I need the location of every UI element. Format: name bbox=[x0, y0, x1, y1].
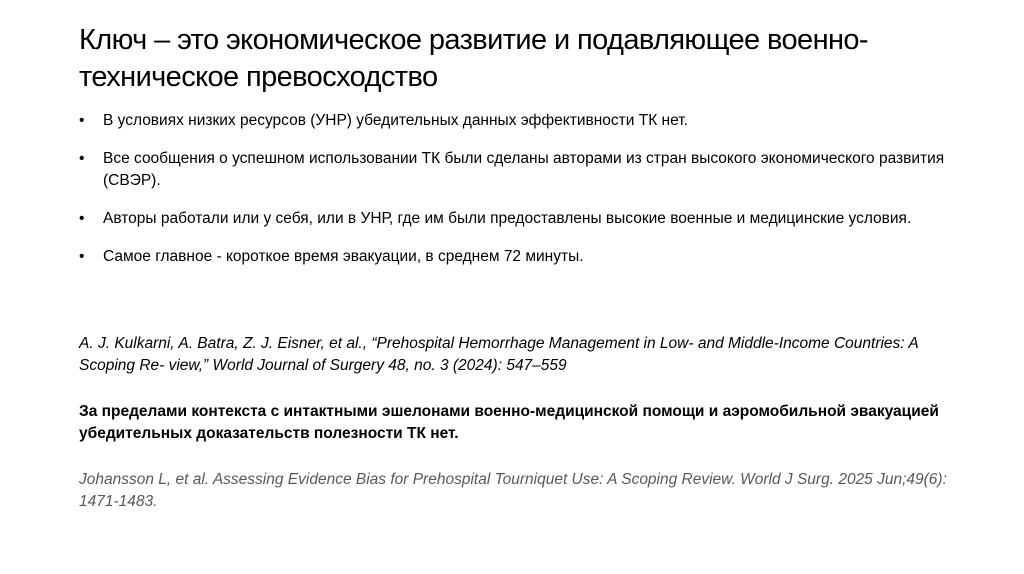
bullet-text: В условиях низких ресурсов (УНР) убедительных данных эффективности ТК нет. bbox=[103, 112, 688, 129]
bullet-text: Самое главное - короткое время эвакуации, в среднем 72 минуты. bbox=[103, 248, 584, 265]
reference-citation-1: A. J. Kulkarni, A. Batra, Z. J. Eisner, et al., “Prehospital Hemorrhage Management in Low- and Middle-Income Countries: A Scoping Re- view,” World Journal of Surgery 48, no. 3 (2024): 547–559 bbox=[79, 335, 919, 374]
list-item bbox=[79, 246, 959, 268]
bullet-list bbox=[79, 110, 959, 284]
bullet-icon: • bbox=[79, 112, 85, 129]
bullet-icon: • bbox=[79, 248, 85, 265]
slide-title: Ключ – это экономическое развитие и подавляющее военно-техническое превосходство bbox=[79, 24, 868, 93]
bullet-text: Авторы работали или у себя, или в УНР, где им были предоставлены высокие военные и медицинские условия. bbox=[103, 210, 912, 227]
reference-citation-2: Johansson L, et al. Assessing Evidence Bias for Prehospital Tourniquet Use: A Scoping Review. World J Surg. 2025 Jun;49(6): 1471-1483. bbox=[79, 471, 947, 510]
bullet-text: Все сообщения о успешном использовании ТК были сделаны авторами из стран высокого экономического развития (СВЭР). bbox=[103, 150, 945, 189]
conclusion-text: За пределами контекста с интактными эшелонами военно-медицинской помощи и аэромобильной эвакуацией убедительных доказательств полезности ТК нет. bbox=[79, 403, 939, 442]
list-item bbox=[79, 148, 959, 192]
bullet-icon: • bbox=[79, 150, 85, 167]
list-item bbox=[79, 110, 959, 132]
list-item bbox=[79, 208, 959, 230]
bullet-icon: • bbox=[79, 210, 85, 227]
